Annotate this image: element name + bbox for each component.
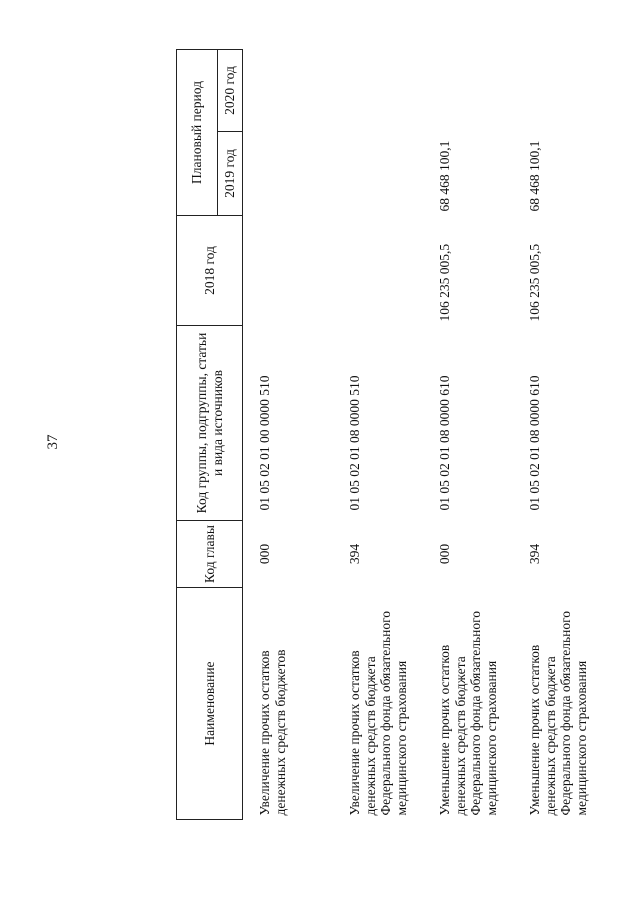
row-source-code: 01 05 02 01 08 0000 610 bbox=[527, 375, 542, 511]
header-year-2020: 2020 год bbox=[218, 49, 243, 131]
row-chapter-code: 394 bbox=[527, 543, 542, 565]
row-value-2020 bbox=[435, 49, 525, 131]
header-year-2019: 2019 год bbox=[218, 132, 243, 216]
table-row bbox=[525, 49, 615, 819]
row-value-2018 bbox=[243, 216, 346, 326]
rotated-table-container bbox=[176, 50, 596, 820]
row-source-code: 01 05 02 01 08 0000 610 bbox=[437, 375, 452, 511]
row-value-2018 bbox=[345, 216, 435, 326]
row-chapter-code: 000 bbox=[437, 543, 452, 565]
row-chapter-code: 394 bbox=[347, 543, 362, 565]
header-planning-period: Плановый период bbox=[177, 49, 218, 215]
header-name: Наименование bbox=[177, 588, 243, 820]
row-value-2020 bbox=[243, 49, 346, 131]
table-row bbox=[243, 49, 346, 819]
budget-sources-table bbox=[176, 49, 615, 820]
row-source-code: 01 05 02 01 00 0000 510 bbox=[257, 375, 272, 511]
row-value-2020 bbox=[345, 49, 435, 131]
row-value-2019: 68 468 100,1 bbox=[437, 140, 452, 212]
row-value-2019 bbox=[243, 132, 346, 216]
row-value-2019: 68 468 100,1 bbox=[527, 140, 542, 212]
header-chapter-code: Код главы bbox=[177, 521, 243, 588]
row-chapter-code: 000 bbox=[257, 543, 272, 565]
page-number: 37 bbox=[45, 434, 61, 450]
table-row bbox=[435, 49, 525, 819]
header-source-code: Код группы, подгруппы, статьи и вида источников bbox=[177, 326, 243, 521]
row-name: Уменьшение прочих остатков денежных средств бюджета Федерального фонда обязательного медицинского страхования bbox=[527, 610, 589, 816]
row-name: Уменьшение прочих остатков денежных средств бюджета Федерального фонда обязательного медицинского страхования bbox=[437, 610, 499, 816]
row-name: Увеличение прочих остатков денежных средств бюджетов bbox=[257, 649, 288, 816]
row-value-2018: 106 235 005,5 bbox=[437, 243, 452, 322]
row-value-2019 bbox=[345, 132, 435, 216]
row-value-2018: 106 235 005,5 bbox=[527, 243, 542, 322]
row-value-2020 bbox=[525, 49, 615, 131]
row-name: Увеличение прочих остатков денежных средств бюджета Федерального фонда обязательного медицинского страхования bbox=[347, 610, 409, 816]
header-year-2018: 2018 год bbox=[177, 216, 243, 326]
row-source-code: 01 05 02 01 08 0000 510 bbox=[347, 375, 362, 511]
table-row bbox=[345, 49, 435, 819]
